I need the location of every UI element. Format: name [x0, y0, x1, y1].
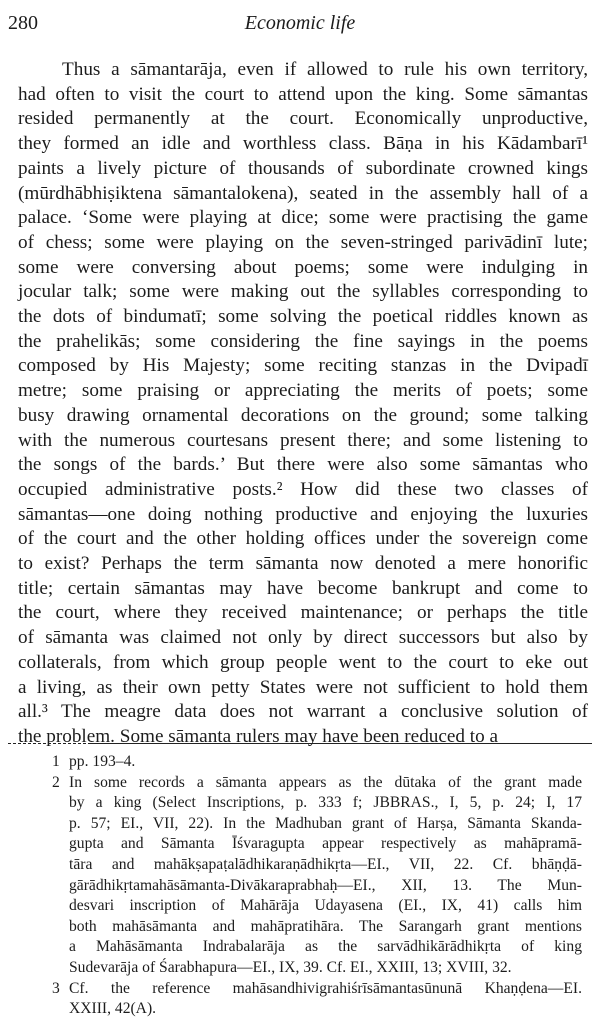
footnote-line: gārādhikṛtamahāsāmanta-Divākaraprabhaḥ—EI., XII, 13. The Mun- — [69, 876, 582, 894]
footnote-line: XXIII, 42(A). — [69, 1000, 157, 1018]
footnote-line: both mahāsāmanta and mahāpratihāra. The Sarangarh grant mentions — [69, 917, 582, 935]
body-line: to exist? Perhaps the term sāmanta now denoted a mere honorific — [18, 553, 588, 575]
footnote-line: a Mahāsāmanta Indrabalarāja as the sarvādhikārādhikṛta of king — [69, 938, 582, 956]
body-line: palace. ‘Some were playing at dice; some were practising the game — [18, 207, 588, 229]
body-paragraph — [18, 58, 588, 750]
footnotes — [52, 752, 582, 1020]
body-line: metre; some praising or appreciating the merits of poets; some — [18, 380, 588, 402]
body-line: collaterals, from which group people went to the court to eke out — [18, 651, 588, 673]
body-line: of the court and the other holding offices under the sovereign come — [18, 528, 588, 550]
body-line: paints a lively picture of thousands of subordinate crowned kings — [18, 157, 588, 179]
footnote-line: desvari inscription of Mahārāja Udayasena (EI., IX, 41) calls him — [69, 897, 582, 915]
page-number: 280 — [8, 12, 38, 34]
body-line: all.³ The meagre data does not warrant a conclusive solution of — [18, 701, 588, 723]
body-line: Thus a sāmantarāja, even if allowed to rule his own territory, — [62, 59, 588, 80]
footnote-separator — [88, 743, 592, 744]
body-line: composed by His Majesty; some reciting stanzas in the Dvipadī — [18, 355, 588, 377]
body-line: some were conversing about poems; some were indulging in — [18, 256, 588, 278]
footnote-line: p. 57; EI., VII, 22). In the Madhuban grant of Harṣa, Sāmanta Skanda- — [69, 814, 582, 832]
running-head: Economic life — [244, 12, 356, 34]
body-line: the songs of the bards.’ But there were also some sāmantas who — [18, 454, 588, 476]
body-line: the prahelikās; some considering the fine sayings in the poems — [18, 330, 588, 352]
footnote-line: gupta and Sāmanta Īśvaragupta appear respectively as mahāpramā- — [69, 835, 582, 853]
footnote-line: pp. 193–4. — [69, 753, 136, 770]
footnote-number: 1 — [52, 753, 60, 770]
footnote-line: Cf. the reference mahāsandhivigrahiśrīsāmantasūnunā Khaṇḍena—EI. — [69, 979, 582, 997]
footnote-line: Sudevarāja of Śarabhapura—EI., IX, 39. Cf. EI., XXIII, 13; XVIII, 32. — [69, 958, 512, 976]
body-line: busy drawing ornamental decorations on the ground; some talking — [18, 404, 588, 426]
footnote-line: by a king (Select Inscriptions, p. 333 f; JBBRAS., I, 5, p. 24; I, 17 — [69, 794, 582, 812]
footnote-2 — [52, 773, 582, 979]
body-line: with the numerous courtesans present there; and some listening to — [18, 429, 588, 451]
footnote-line: In some records a sāmanta appears as the dūtaka of the grant made — [69, 773, 582, 791]
body-line: jocular talk; some were making out the syllables corresponding to — [18, 281, 588, 303]
footnote-number: 2 — [52, 773, 60, 791]
footnote-1 — [52, 752, 582, 773]
body-line: they formed an idle and worthless class. Bāṇa in his Kādambarī¹ — [18, 133, 588, 155]
body-line: (mūrdhābhiṣiktena sāmantalokena), seated in the assembly hall of a — [18, 182, 588, 204]
body-line: occupied administrative posts.² How did these two classes of — [18, 478, 588, 500]
body-line: of sāmanta was claimed not only by direct successors but also by — [18, 627, 588, 649]
footnote-separator-dashed — [8, 743, 86, 744]
body-line: title; certain sāmantas may have become bankrupt and come to — [18, 577, 588, 599]
body-line: had often to visit the court to attend upon the king. Some sāmantas — [18, 83, 588, 105]
footnote-line: tāra and mahākṣapaṭalādhikaraṇādhikṛta—EI., VII, 22. Cf. bhāṇḍā- — [69, 855, 582, 873]
body-line: the court, where they received maintenance; or perhaps the title — [18, 602, 588, 624]
body-line: a living, as their own petty States were not sufficient to hold them — [18, 676, 588, 698]
body-line: sāmantas—one doing nothing productive and enjoying the luxuries — [18, 503, 588, 525]
page-header — [8, 12, 592, 42]
body-line: the problem. Some sāmanta rulers may have been reduced to a — [18, 725, 499, 747]
body-line: resided permanently at the court. Economically unproductive, — [18, 108, 588, 130]
footnote-number: 3 — [52, 979, 60, 997]
body-line: of chess; some were playing on the seven-stringed parivādinī lute; — [18, 231, 588, 253]
footnote-3 — [52, 979, 582, 1020]
body-line: the dots of bindumatī; some solving the poetical riddles known as — [18, 306, 588, 328]
